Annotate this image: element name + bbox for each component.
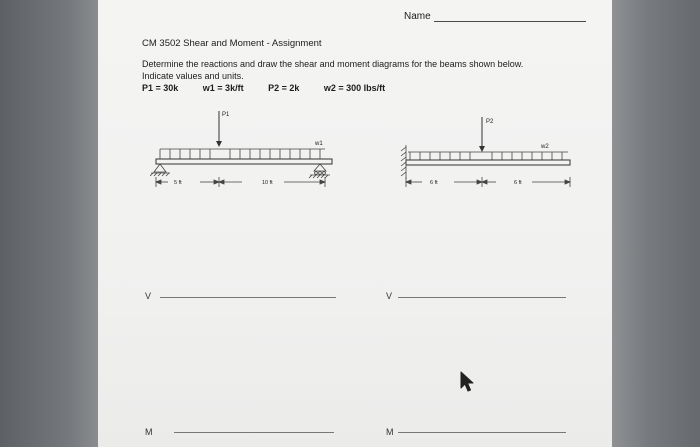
name-input-line[interactable] [434,21,586,22]
assignment-sheet [98,0,612,447]
beam-1-point-load-label: P1 [222,112,230,118]
shear-answer-line-right[interactable] [398,297,566,298]
beam-2-distributed-load [408,152,568,160]
beam-1-dim-1-label: 5 ft [174,180,182,186]
beam-2-point-load-label: P2 [486,119,494,125]
beam-1-pin-support [150,164,170,176]
beam-2-member [406,160,570,165]
moment-answer-line-left[interactable] [174,432,334,433]
shear-label-right: V [386,291,393,301]
left-background [0,0,98,447]
beam-2-dim-1-label: 6 ft [430,180,438,186]
assignment-title: CM 3502 Shear and Moment - Assignment [142,38,322,49]
beam-1-diagram [150,105,350,200]
given-w2: w2 = 300 lbs/ft [323,83,386,93]
beam-1-dist-load-label: w1 [315,141,323,147]
beam-2-fixed-support [401,145,406,179]
given-values [142,83,407,93]
given-p1: P1 = 30k [142,83,179,93]
name-label: Name [404,11,431,22]
beam-2-dist-load-label: w2 [541,144,549,150]
instructions-line-2: Indicate values and units. [142,71,244,81]
shear-label-left: V [145,291,152,301]
beam-1-distributed-load [160,149,325,159]
beam-1-roller-support [309,164,330,178]
beam-1-member [156,159,332,164]
moment-label-right: M [386,427,394,437]
given-p2: P2 = 2k [268,83,300,93]
beam-2-diagram [396,105,576,200]
instructions-line-1: Determine the reactions and draw the shear and moment diagrams for the beams shown below. [142,59,524,69]
shear-answer-line-left[interactable] [160,297,336,298]
beam-1-dim-2-label: 10 ft [262,180,273,186]
beam-2-point-load-arrow [479,117,485,152]
given-w1: w1 = 3k/ft [202,83,244,93]
right-background [612,0,700,447]
beam-2-svg [396,105,576,195]
beam-1-svg [150,105,350,195]
moment-answer-line-right[interactable] [398,432,566,433]
beam-2-dim-2-label: 6 ft [514,180,522,186]
moment-label-left: M [145,427,153,437]
mouse-pointer-icon [460,371,476,398]
